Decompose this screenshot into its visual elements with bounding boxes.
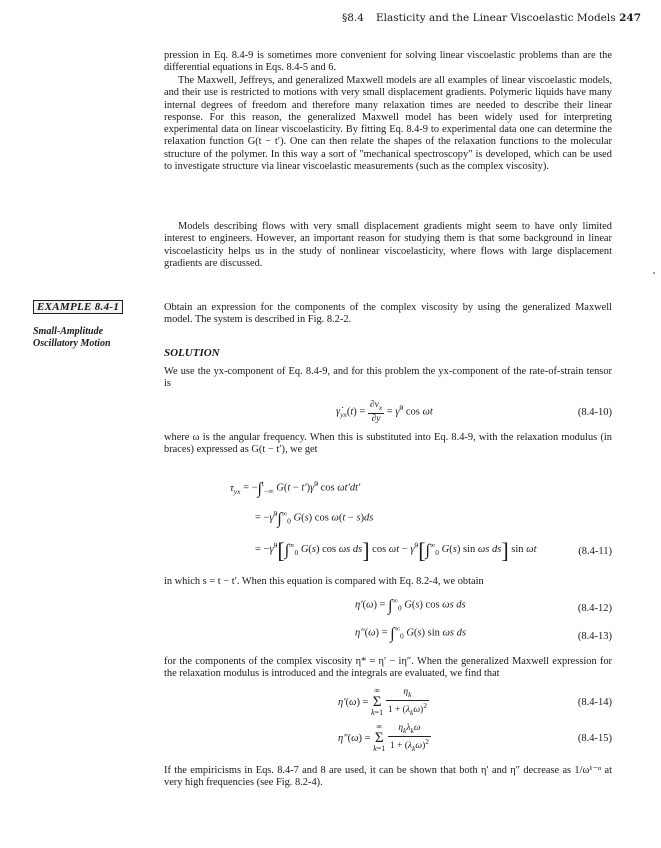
solution-para-3: in which s = t − t′. When this equation is compared with Eq. 8.2-4, we obtain bbox=[164, 576, 484, 587]
equation-8-4-14: η′(ω) = ∞ Σ k=1 $\frac{\eta_k}{1 + (\lambda_k\omega)^2}$ bbox=[338, 686, 427, 718]
equation-8-4-11-line3: = $-\gammȧ^0[\int^\infty_0$ G(s) cos ωs ds] $\cos \omega t - \gammȧ^0[\int^\infty_0$ G(s) sin ωs ds] sin ωt bbox=[255, 538, 537, 563]
eq-number-15: (8.4-15) bbox=[577, 733, 612, 744]
equation-8-4-10: $\gammȧ_{yx}(t)$ = $\frac{\partial v_x}{\partial y}$ = γ̇$^0$ cos ωt bbox=[336, 400, 433, 424]
chapter-title: Elasticity and the Linear Viscoelastic Models bbox=[376, 12, 616, 24]
example-subtitle bbox=[33, 326, 111, 350]
eq-number-10: (8.4-10) bbox=[577, 407, 612, 418]
paragraph-1: pression in Eq. 8.4-9 is sometimes more convenient for solving linear viscoelastic problems than are the differential equations in Eqs. 8.4-5 and 6. bbox=[164, 50, 612, 74]
equation-8-4-12: $\eta'(\omega) = \int^\infty_0$ G(s) cos ωs ds bbox=[355, 596, 466, 615]
solution-heading: SOLUTION bbox=[164, 347, 220, 359]
example-label: EXAMPLE 8.4-1 bbox=[33, 300, 123, 314]
example-statement: Obtain an expression for the components of the complex viscosity by using the generalized Maxwell model. The system is described in Fig. 8.2-2. bbox=[164, 302, 612, 326]
equation-8-4-13: $\eta''(\omega) = \int^\infty_0$ G(s) sin ωs ds bbox=[355, 624, 466, 643]
solution-para-1: We use the yx-component of Eq. 8.4-9, and for this problem the yx-component of the rate-of-strain tensor is bbox=[164, 366, 612, 390]
section-number: §8.4 bbox=[342, 12, 364, 24]
eq-number-11: (8.4-11) bbox=[578, 546, 612, 557]
margin-mark bbox=[653, 272, 655, 274]
page-number: 247 bbox=[619, 12, 641, 24]
solution-para-2: where ω is the angular frequency. When this is substituted into Eq. 8.4-9, with the relaxation modulus (in braces) expressed as G(t − t′), we get bbox=[164, 432, 612, 456]
solution-para-5: If the empiricisms in Eqs. 8.4-7 and 8 are used, it can be shown that both η′ and η″ decrease as 1/ω¹⁻ᵅ at very high frequencies (see Fig. 8.2-4). bbox=[164, 765, 612, 789]
paragraph-2: The Maxwell, Jeffreys, and generalized Maxwell models are all examples of linear viscoelastic models, and their use is restricted to motions with very small displacement gradients. Polymeric liquids have many internal degrees of freedom and therefore many relaxation times are needed to describe their linear response. For this reason, the generalized Maxwell model has been widely used for interpreting experimental data on linear viscoelasticity. By fitting Eq. 8.4-9 to experimental data one can determine the relaxation function G(t − t′). One can then relate the shapes of the relaxation functions to the molecular structure of the polymer. In this way a sort of "mechanical spectroscopy" is developed, which can be used to investigate structure via linear viscoelastic measurements (such as the complex viscosity). bbox=[164, 75, 612, 173]
solution-para-4: for the components of the complex viscosity η* = η′ − iη″. When the generalized Maxwell expression for the relaxation modulus is introduced and the integrals are evaluated, we find that bbox=[164, 656, 612, 680]
example-subtitle-line1: Small-Amplitude bbox=[33, 326, 104, 337]
eq-number-13: (8.4-13) bbox=[577, 631, 612, 642]
equation-8-4-11-line2: = $-\gammȧ^0\int^\infty_0$ G(s) cos ω(t − s)ds bbox=[255, 509, 374, 528]
eq-number-14: (8.4-14) bbox=[577, 697, 612, 708]
equation-8-4-15: η″(ω) = ∞ Σ k=1 $\frac{\eta_k\lambda_k\omega}{1 + (\lambda_k\omega)^2}$ bbox=[338, 722, 430, 754]
paragraph-3: Models describing flows with very small displacement gradients might seem to have only limited interest to engineers. However, an important reason for studying them is that some background in linear viscoelasticity helps us in the study of nonlinear viscoelasticity, where flows with large displacement gradients are discussed. bbox=[164, 221, 612, 269]
example-subtitle-line2: Oscillatory Motion bbox=[33, 338, 111, 349]
eq-number-12: (8.4-12) bbox=[577, 603, 612, 614]
equation-8-4-11-line1: $\tau_{yx} = -\int^t_{-\infty}$ G(t − t′)γ̇$^0$ cos ωt′dt′ bbox=[230, 479, 361, 498]
